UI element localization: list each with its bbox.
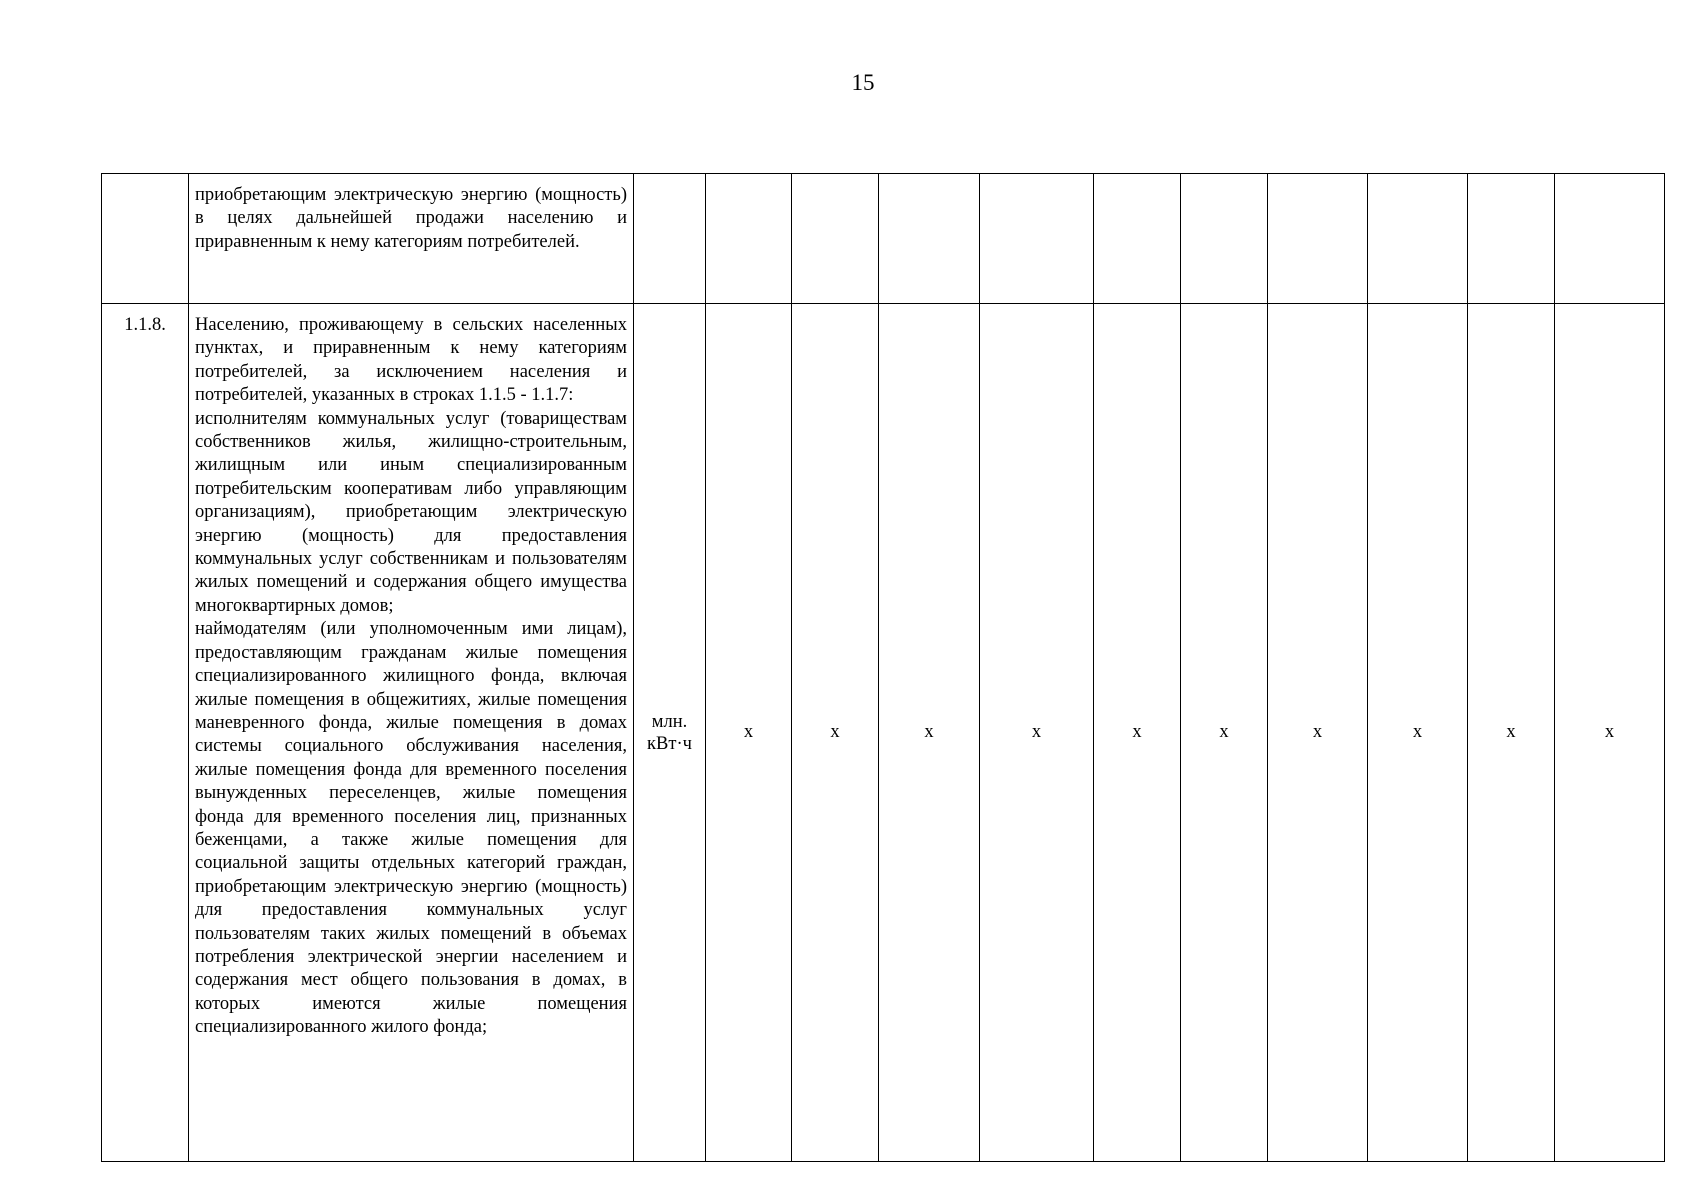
unit-line: кВт·ч (647, 733, 692, 754)
unit-cell (634, 304, 706, 1162)
value-cell: х (1268, 304, 1368, 1162)
row-description-cell (189, 174, 634, 304)
value-cell (879, 174, 980, 304)
tariff-table (101, 173, 1665, 1162)
page-number: 15 (851, 70, 875, 95)
description-paragraph: Населению, проживающему в сельских населенных пунктах, и приравненным к нему категориям потребителей, за исключением населения и потребителей, указанных в строках 1.1.5 - 1.1.7: (195, 315, 627, 406)
value-cell: х (1555, 304, 1665, 1162)
value-cell: х (1468, 304, 1555, 1162)
description-paragraph: приобретающим электрическую энергию (мощность) в целях дальнейшей продажи населению и приравненным к нему категориям потребителей. (195, 185, 627, 252)
value-cell (1268, 174, 1368, 304)
value-cell (1094, 174, 1181, 304)
description-paragraph: исполнителям коммунальных услуг (товариществам собственников жилья, жилищно-строительным, жилищным или иным специализированным потребительским кооперативам либо управляющим организациям), приобретающим электрическую энергию (мощность) для предоставления коммунальных услуг собственникам и пользователям жилых помещений и содержания общего имущества многоквартирных домов; (195, 408, 627, 616)
value-cell: х (1368, 304, 1468, 1162)
value-cell: х (879, 304, 980, 1162)
value-cell: х (1181, 304, 1268, 1162)
value-cell: х (792, 304, 879, 1162)
value-cell (1368, 174, 1468, 304)
unit-line: млн. (651, 711, 688, 732)
value-cell: х (706, 304, 792, 1162)
value-cell (792, 174, 879, 304)
row-number-cell: 1.1.8. (102, 304, 189, 1162)
row-description-cell (189, 304, 634, 1162)
value-cell (1555, 174, 1665, 304)
value-cell: х (1094, 304, 1181, 1162)
value-cell: х (980, 304, 1094, 1162)
unit-cell (634, 174, 706, 304)
value-cell (706, 174, 792, 304)
table-row (102, 174, 1665, 304)
value-cell (1468, 174, 1555, 304)
row-number-cell (102, 174, 189, 304)
value-cell (980, 174, 1094, 304)
description-paragraph: наймодателям (или уполномоченным ими лицам), предоставляющим гражданам жилые помещения специализированного жилищного фонда, включая жилые помещения в общежитиях, жилые помещения маневренного фонда, жилые помещения в домах системы социального обслуживания населения, жилые помещения фонда для временного поселения вынужденных переселенцев, жилые помещения фонда для временного поселения лиц, признанных беженцами, а также жилые помещения для социальной защиты отдельных категорий граждан, приобретающим электрическую энергию (мощность) для предоставления коммунальных услуг пользователям таких жилых помещений в объемах потребления электрической энергии населением и содержания мест общего пользования в домах, в которых имеются жилые помещения специализированного жилого фонда; (195, 619, 627, 1038)
value-cell (1181, 174, 1268, 304)
table-row (102, 304, 1665, 1162)
